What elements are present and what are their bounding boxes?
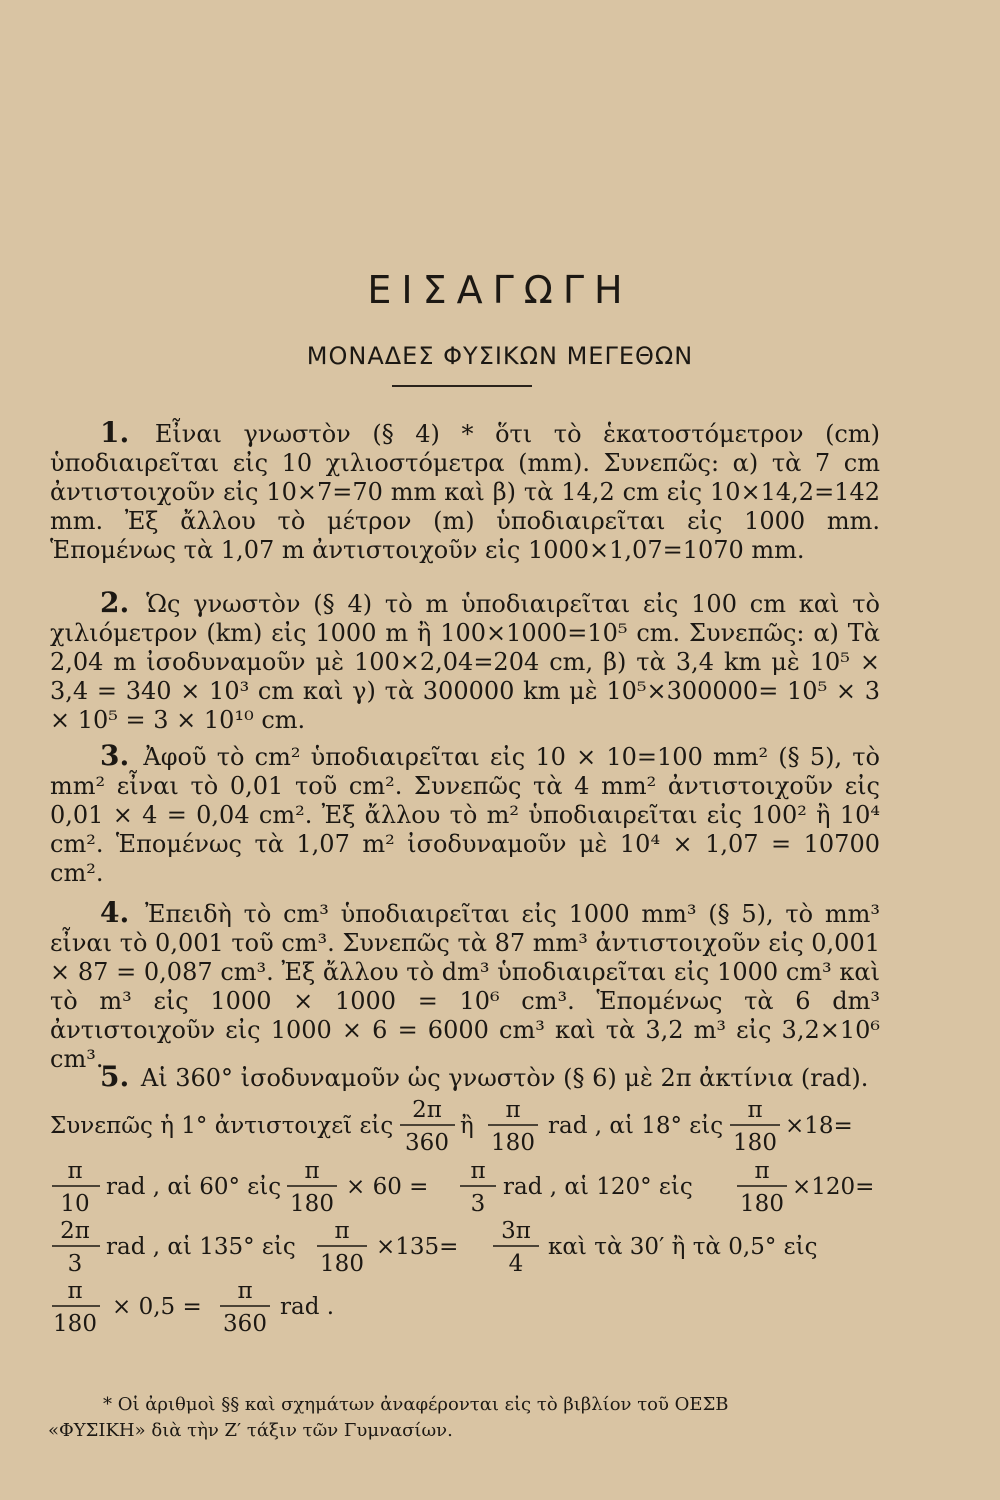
eq-text: rad , αἱ 135° εἰς xyxy=(106,1234,296,1260)
exercise-text: Ἐπειδὴ τὸ cm³ ὑποδιαιρεῖται εἰς 1000 mm³ (§ 5), τὸ mm³ εἶναι τὸ 0,001 τοῦ cm³. Συνεπῶς τὰ 87 mm³ ἀντιστοιχοῦν εἰς 0,001 × 87 = 0,087 cm³. Ἐξ ἄλλου τὸ dm³ ὑποδιαιρεῖται εἰς 1000 cm³ καὶ τὸ m³ εἰς 1000 × 1000 = 10⁶ cm³. Ἑπομένως τὰ 6 dm³ ἀντιστοιχοῦν εἰς 1000 × 6 = 6000 cm³ καὶ τὰ 3,2 m³ εἰς 3,2×10⁶ cm³. xyxy=(50,900,880,1073)
exercise-number: 5. xyxy=(100,1060,130,1093)
fraction-numerator: π xyxy=(67,1278,83,1304)
fraction-denominator: 180 xyxy=(320,1251,364,1277)
eq-text: ×120= xyxy=(792,1174,875,1200)
fraction-denominator: 180 xyxy=(491,1130,535,1156)
exercise-5-intro xyxy=(50,1062,880,1093)
footnote-line: * Οἱ ἀριθμοὶ §§ καὶ σχημάτων ἀναφέρονται εἰς τὸ βιβλίον τοῦ ΟΕΣΒ xyxy=(103,1394,729,1415)
eq-text: rad , αἱ 18° εἰς xyxy=(548,1113,724,1139)
footnote xyxy=(48,1392,878,1444)
eq-text: ἢ xyxy=(460,1113,474,1139)
fraction-denominator: 180 xyxy=(290,1191,334,1217)
exercise-2 xyxy=(50,588,880,735)
eq-text: rad , αἱ 60° εἰς xyxy=(106,1174,282,1200)
fraction-denominator: 10 xyxy=(60,1191,90,1217)
exercise-number: 1. xyxy=(100,416,130,449)
exercise-text: Εἶναι γνωστὸν (§ 4) * ὅτι τὸ ἑκατοστόμετρον (cm) ὑποδιαιρεῖται εἰς 10 χιλιοστόμετρα (mm). Συνεπῶς: α) τὰ 7 cm ἀντιστοιχοῦν εἰς 10×7=70 mm καὶ β) τὰ 14,2 cm εἰς 10×14,2=142 mm. Ἐξ ἄλλου τὸ μέτρον (m) ὑποδιαιρεῖται εἰς 1000 mm. Ἑπομένως τὰ 1,07 m ἀντιστοιχοῦν εἰς 1000×1,07=1070 mm. xyxy=(50,420,880,564)
fraction-numerator: 3π xyxy=(501,1218,531,1244)
footnote-line: «ΦΥΣΙΚΗ» διὰ τὴν Ζ′ τάξιν τῶν Γυμνασίων. xyxy=(48,1420,453,1441)
fraction-denominator: 3 xyxy=(67,1251,83,1277)
eq-text: ×18= xyxy=(785,1113,853,1139)
fraction-numerator: π xyxy=(334,1218,350,1244)
fraction-numerator: π xyxy=(67,1158,83,1184)
fraction-numerator: 2π xyxy=(412,1097,442,1123)
exercise-1 xyxy=(50,418,880,565)
fraction-numerator: π xyxy=(237,1278,253,1304)
fraction-denominator: 180 xyxy=(740,1191,784,1217)
fraction-denominator: 180 xyxy=(733,1130,777,1156)
fraction-numerator: π xyxy=(747,1097,763,1123)
fraction-denominator: 3 xyxy=(470,1191,486,1217)
page-title: ΕΙΣΑΓΩΓΗ xyxy=(367,268,633,312)
fraction-numerator: π xyxy=(470,1158,486,1184)
page-subtitle: ΜΟΝΑΔΕΣ ΦΥΣΙΚΩΝ ΜΕΓΕΘΩΝ xyxy=(306,342,694,370)
title-divider xyxy=(392,385,532,387)
exercise-number: 3. xyxy=(100,739,130,772)
fraction-numerator: π xyxy=(505,1097,521,1123)
eq-text: × 60 = xyxy=(346,1174,429,1200)
fraction-denominator: 360 xyxy=(223,1311,267,1337)
fraction-denominator: 180 xyxy=(53,1311,97,1337)
exercise-number: 4. xyxy=(100,896,130,929)
exercise-text: Ὡς γνωστὸν (§ 4) τὸ m ὑποδιαιρεῖται εἰς 100 cm καὶ τὸ χιλιόμετρον (km) εἰς 1000 m ἢ 100×1000=10⁵ cm. Συνεπῶς: α) Τὰ 2,04 m ἰσοδυναμοῦν μὲ 100×2,04=204 cm, β) τὰ 3,4 km μὲ 10⁵ × 3,4 = 340 × 10³ cm καὶ γ) τὰ 300000 km μὲ 10⁵×300000= 10⁵ × 3 × 10⁵ = 3 × 10¹⁰ cm. xyxy=(50,590,880,734)
fraction-denominator: 360 xyxy=(405,1130,449,1156)
fraction-numerator: π xyxy=(304,1158,320,1184)
exercise-5-equations xyxy=(0,1090,1000,1350)
exercise-4 xyxy=(50,898,880,1074)
fraction-numerator: 2π xyxy=(60,1218,90,1244)
exercise-3 xyxy=(50,741,880,888)
eq-text: rad , αἱ 120° εἰς xyxy=(503,1174,693,1200)
exercise-text: Ἀφοῦ τὸ cm² ὑποδιαιρεῖται εἰς 10 × 10=100 mm² (§ 5), τὸ mm² εἶναι τὸ 0,01 τοῦ cm². Συνεπῶς τὰ 4 mm² ἀντιστοιχοῦν εἰς 0,01 × 4 = 0,04 cm². Ἐξ ἄλλου τὸ m² ὑποδιαιρεῖται εἰς 100² ἢ 10⁴ cm². Ἑπομένως τὰ 1,07 m² ἰσοδυναμοῦν μὲ 10⁴ × 1,07 = 10700 cm². xyxy=(50,743,880,887)
eq-text: ×135= xyxy=(376,1234,459,1260)
eq-text: καὶ τὰ 30′ ἢ τὰ 0,5° εἰς xyxy=(548,1234,818,1260)
eq-text: × 0,5 = xyxy=(112,1294,202,1320)
fraction-numerator: π xyxy=(754,1158,770,1184)
eq-text: rad . xyxy=(280,1294,335,1320)
fraction-denominator: 4 xyxy=(508,1251,524,1277)
exercise-number: 2. xyxy=(100,586,130,619)
exercise-text: Αἱ 360° ἰσοδυναμοῦν ὡς γνωστὸν (§ 6) μὲ 2π ἀκτίνια (rad). xyxy=(140,1064,869,1092)
eq-text: Συνεπῶς ἡ 1° ἀντιστοιχεῖ εἰς xyxy=(50,1113,394,1139)
